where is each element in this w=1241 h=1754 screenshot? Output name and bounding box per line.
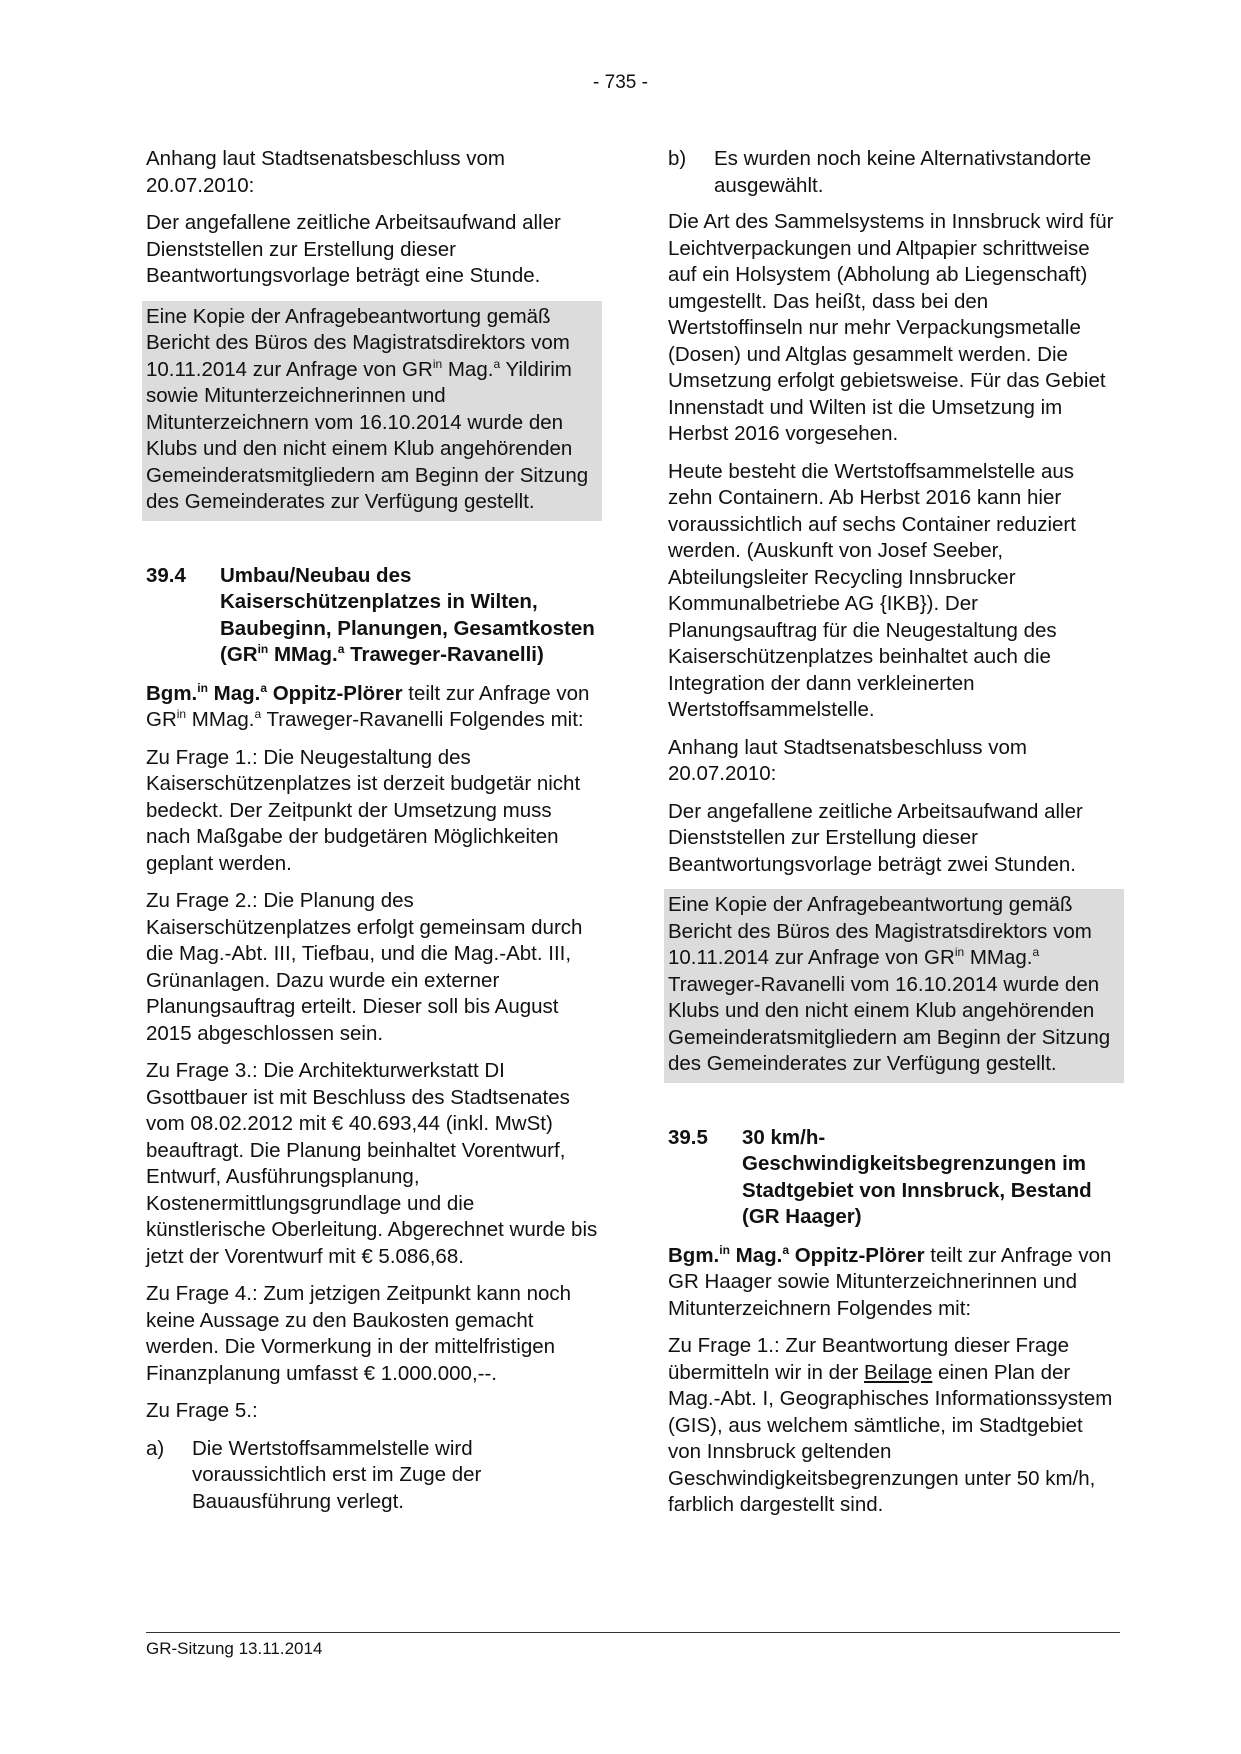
list-item-text: Die Wertstoffsammelstelle wird voraussichtlich erst im Zuge der Bauausführung verlegt. bbox=[192, 1436, 482, 1513]
highlighted-note-text: Eine Kopie der Anfragebeantwortung gemäß Bericht des Büros des Magistratsdirektors vom 10.11.2014 zur Anfrage von $GR^{in}$ MMag.$^a$ Traweger-Ravanelli vom 16.10.2014 wurde den Klubs und den nicht einem Klub angehörenden Gemeinderatsmitgliedern am Beginn der Sitzung des Gemeinderates zur Verfügung gestellt. bbox=[668, 893, 1111, 1075]
highlighted-note bbox=[142, 301, 602, 521]
answer-4: Zu Frage 4.: Zum jetzigen Zeitpunkt kann noch keine Aussage zu den Baukosten gemacht werden. Die Vormerkung in der mittelfristigen Finanzplanung umfasst € 1.000.000,--. bbox=[146, 1282, 572, 1385]
page-number: - 735 - bbox=[593, 72, 648, 93]
intro-paragraph: Bgm.$^{in}$ Mag.$^a$ Oppitz-Plörer teilt zur Anfrage von $GR^{in}$ MMag.$^a$ Traweger-Ravanelli Folgendes mit: bbox=[146, 680, 590, 731]
footer-divider bbox=[146, 1632, 1120, 1633]
paragraph-anhang: Anhang laut Stadtsenatsbeschluss vom 20.07.2010: bbox=[668, 735, 1027, 785]
speaker-name: Bgm.$^{in}$ Mag.$^a$ Oppitz-Plörer bbox=[146, 680, 403, 705]
list-item-label: b) bbox=[668, 147, 687, 170]
paragraph-arbeitsaufwand: Der angefallene zeitliche Arbeitsaufwand aller Dienststellen zur Erstellung dieser Beantwortungsvorlage beträgt zwei Stunden. bbox=[668, 799, 1083, 876]
list-item-text: Es wurden noch keine Alternativstandorte ausgewählt. bbox=[714, 147, 1092, 197]
answer-2: Zu Frage 2.: Die Planung des Kaiserschützenplatzes erfolgt gemeinsam durch die Mag.-Abt. III, Tiefbau, und die Mag.-Abt. III, Grünanlagen. Dazu wurde ein externer Planungsauftrag erteilt. Dieser soll bis August 2015 abgeschlossen sein. bbox=[146, 889, 583, 1045]
right-column bbox=[668, 146, 1120, 1530]
answer-5-label: Zu Frage 5.: bbox=[146, 1399, 258, 1422]
list-item-label: a) bbox=[146, 1436, 165, 1460]
intro-paragraph: Bgm.$^{in}$ Mag.$^a$ Oppitz-Plörer teilt zur Anfrage von GR Haager sowie Mitunterzeichnerinnen und Mitunterzeichnern Folgendes mit: bbox=[668, 1242, 1112, 1320]
answer-3: Zu Frage 3.: Die Architekturwerkstatt DI Gsottbauer ist mit Beschluss des Stadtsenates vom 08.02.2012 mit € 40.693,44 (inkl. MwSt) beauftragt. Die Planung beinhaltet Vorentwurf, Entwurf, Ausführungsplanung, Kostenermittlungsgrundlage und die künstlerische Oberleitung. Abgerechnet wurde bis jetzt der Vorentwurf mit € 5.086,68. bbox=[146, 1059, 598, 1268]
footer-session-date: GR-Sitzung 13.11.2014 bbox=[146, 1639, 323, 1658]
section-title: 30 km/h-Geschwindigkeitsbegrenzungen im Stadtgebiet von Innsbruck, Bestand (GR Haager) bbox=[742, 1125, 1092, 1228]
section-heading-39-4 bbox=[146, 563, 598, 669]
paragraph-arbeitsaufwand: Der angefallene zeitliche Arbeitsaufwand aller Dienststellen zur Erstellung dieser Beantwortungsvorlage beträgt eine Stunde. bbox=[146, 211, 561, 287]
section-number: 39.5 bbox=[668, 1125, 708, 1149]
section-number: 39.4 bbox=[146, 563, 186, 587]
section-title: Umbau/Neubau des Kaiserschützenplatzes in Wilten, Baubeginn, Planungen, Gesamtkosten ($GR^{in}$ MMag.$^a$ Traweger-Ravanelli) bbox=[220, 563, 595, 666]
answer-1: Zu Frage 1.: Die Neugestaltung des Kaiserschützenplatzes ist derzeit budgetär nicht bedeckt. Der Zeitpunkt der Umsetzung muss nach Maßgabe der budgetären Möglichkeiten geplant werden. bbox=[146, 745, 581, 875]
paragraph-sammelsystem: Die Art des Sammelsystems in Innsbruck wird für Leichtverpackungen und Altpapier schrittweise auf ein Holsystem (Abholung ab Liegenschaft) umgestellt. Das heißt, dass bei den Wertstoffinseln nur mehr Verpackungsmetalle (Dosen) und Altglas gesammelt werden. Die Umsetzung erfolgt gebietsweise. Für das Gebiet Innenstadt und Wilten ist die Umsetzung im Herbst 2016 vorgesehen. bbox=[668, 210, 1114, 445]
paragraph-anhang: Anhang laut Stadtsenatsbeschluss vom 20.07.2010: bbox=[146, 147, 505, 197]
left-column bbox=[146, 146, 598, 1525]
answer-1: Zu Frage 1.: Zur Beantwortung dieser Frage übermitteln wir in der Beilage einen Plan der Mag.-Abt. I, Geographisches Informationssystem (GIS), aus welchem sämtliche, im Stadtgebiet von Innsbruck geltenden Geschwindigkeitsbegrenzungen unter 50 km/h, farblich dargestellt sind. bbox=[668, 1334, 1113, 1516]
beilage-reference: Beilage bbox=[863, 1360, 933, 1384]
paragraph-wertstoffsammelstelle: Heute besteht die Wertstoffsammelstelle aus zehn Containern. Ab Herbst 2016 kann hier voraussichtlich auf sechs Container reduziert werden. (Auskunft von Josef Seeber, Abteilungsleiter Recycling Innsbrucker Kommunalbetriebe AG {IKB}). Der Planungsauftrag für die Neugestaltung des Kaiserschützenplatzes beinhaltet auch die Integration der dann verkleinerten Wertstoffsammelstelle. bbox=[668, 459, 1076, 721]
highlighted-note-text: Eine Kopie der Anfragebeantwortung gemäß Bericht des Büros des Magistratsdirektors vom 10.11.2014 zur Anfrage von $GR^{in}$ Mag.$^a$ Yildirim sowie Mitunterzeichnerinnen und Mitunterzeichnern vom 16.10.2014 wurde den Klubs und den nicht einem Klub angehörenden Gemeinderatsmitgliedern am Beginn der Sitzung des Gemeinderates zur Verfügung gestellt. bbox=[146, 304, 589, 513]
section-heading-39-5 bbox=[668, 1125, 1120, 1231]
highlighted-note bbox=[664, 889, 1124, 1083]
speaker-name: Bgm.$^{in}$ Mag.$^a$ Oppitz-Plörer bbox=[668, 1242, 925, 1267]
list-item-b bbox=[668, 146, 1120, 199]
list-item-a bbox=[146, 1436, 598, 1516]
